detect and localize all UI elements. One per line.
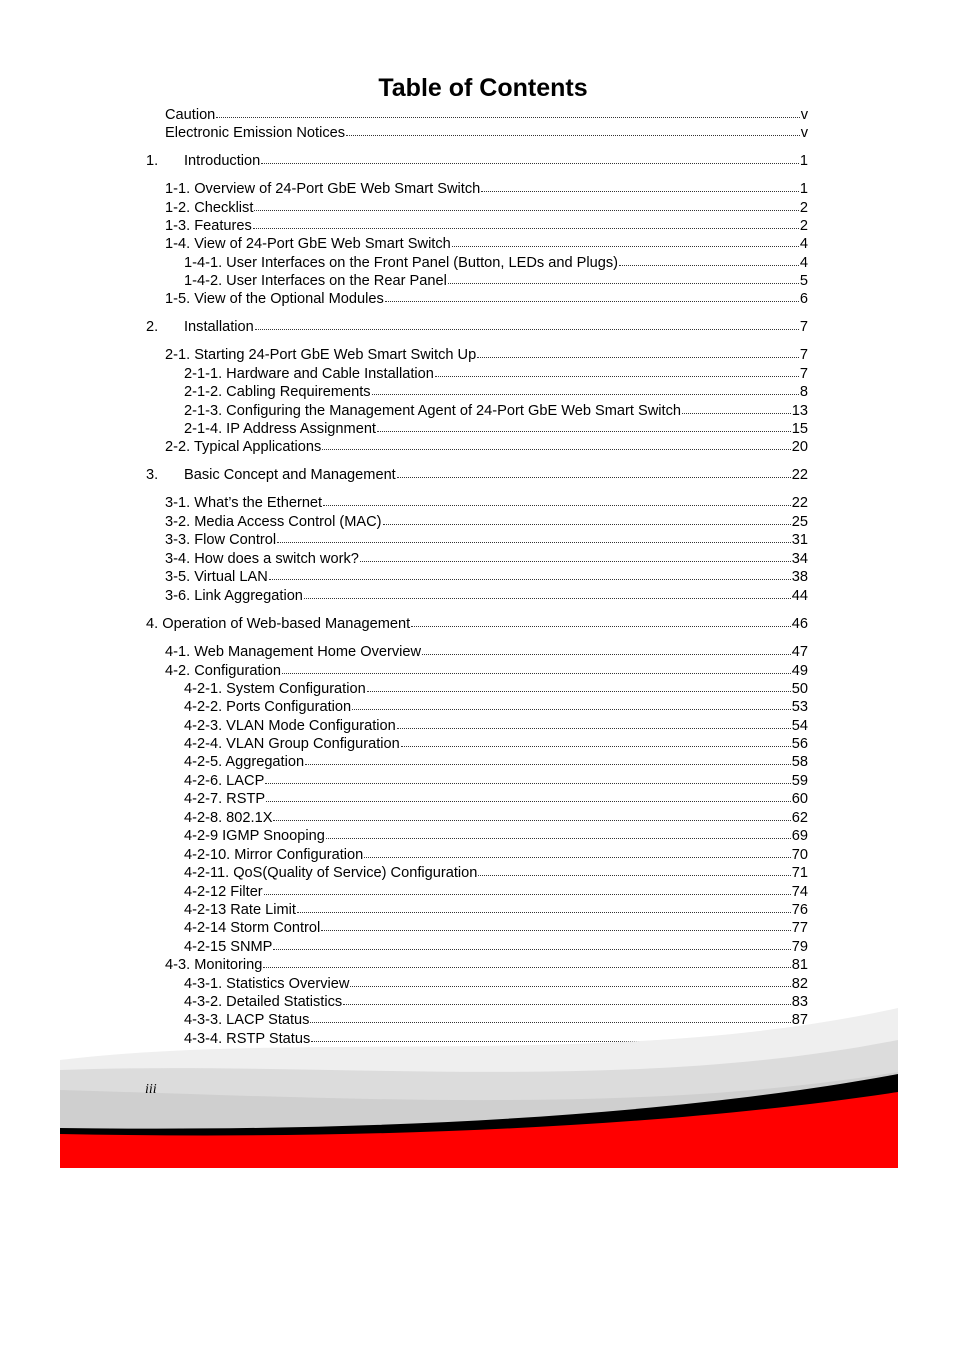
toc-entry[interactable] xyxy=(184,717,808,735)
toc-entry-title: 4-2-15 SNMP xyxy=(184,939,273,955)
toc-entry[interactable] xyxy=(146,466,808,484)
toc-entry-page: 5 xyxy=(799,273,808,289)
toc-entry-page: 1 xyxy=(799,181,808,197)
toc-entry-title: Basic Concept and Management xyxy=(184,467,396,483)
toc-entry[interactable] xyxy=(184,272,808,290)
toc-entry-title: 4-2-8. 802.1X xyxy=(184,810,273,826)
toc-entry-title: 4-2-4. VLAN Group Configuration xyxy=(184,736,400,752)
toc-entry[interactable] xyxy=(165,235,808,253)
toc-entry-title: 4. Operation of Web-based Management xyxy=(146,616,411,632)
toc-entry[interactable] xyxy=(165,346,808,364)
toc-entry[interactable] xyxy=(165,217,808,235)
toc-entry[interactable] xyxy=(146,615,808,633)
toc-entry-title: 4-2-9 IGMP Snooping xyxy=(184,828,325,844)
toc-entry-title: 4-2-11. QoS(Quality of Service) Configuration xyxy=(184,865,478,881)
toc-dot-leader xyxy=(255,317,799,330)
toc-dot-leader xyxy=(253,216,799,229)
toc-entry-page: 81 xyxy=(791,957,808,973)
toc-entry-title: 3-6. Link Aggregation xyxy=(165,588,303,604)
toc-entry-page: 54 xyxy=(791,718,808,734)
toc-entry-page: 60 xyxy=(791,791,808,807)
toc-entry-title: 2-1-2. Cabling Requirements xyxy=(184,384,371,400)
toc-entry-title: 1-5. View of the Optional Modules xyxy=(165,291,384,307)
toc-entry[interactable] xyxy=(184,846,808,864)
toc-entry[interactable] xyxy=(184,919,808,937)
toc-entry-title: 4-2-5. Aggregation xyxy=(184,754,305,770)
toc-entry-title: Installation xyxy=(184,319,254,335)
toc-entry-page: 62 xyxy=(791,810,808,826)
toc-entry-title: 4-2. Configuration xyxy=(165,663,282,679)
toc-entry-page: 13 xyxy=(791,403,808,419)
toc-entry-title: Introduction xyxy=(184,153,261,169)
toc-dot-leader xyxy=(326,826,791,839)
toc-entry[interactable] xyxy=(146,152,808,170)
toc-dot-leader xyxy=(397,465,791,478)
toc-entry-title: 4-2-2. Ports Configuration xyxy=(184,699,352,715)
toc-entry-title: 2-1-3. Configuring the Management Agent of 24-Port GbE Web Smart Switch xyxy=(184,403,681,419)
toc-entry-title: 2-1-1. Hardware and Cable Installation xyxy=(184,366,434,382)
toc-dot-leader xyxy=(277,530,791,543)
toc-dot-leader xyxy=(282,661,791,674)
toc-dot-leader xyxy=(397,716,791,729)
toc-entry-page: 56 xyxy=(791,736,808,752)
toc-entry[interactable] xyxy=(184,772,808,790)
toc-entry-page: 76 xyxy=(791,902,808,918)
toc-entry-title: 4-2-12 Filter xyxy=(184,884,263,900)
toc-entry[interactable] xyxy=(165,568,808,586)
toc-entry-page: 2 xyxy=(799,200,808,216)
toc-entry[interactable] xyxy=(165,956,808,974)
toc-dot-leader xyxy=(304,586,791,599)
toc-entry-title: 1-4. View of 24-Port GbE Web Smart Switch xyxy=(165,236,451,252)
toc-entry-title: Caution xyxy=(165,107,216,123)
toc-entry-page: 77 xyxy=(791,920,808,936)
toc-entry-title: 4-2-3. VLAN Mode Configuration xyxy=(184,718,396,734)
toc-entry-title: 3-3. Flow Control xyxy=(165,532,277,548)
toc-entry-page: 74 xyxy=(791,884,808,900)
toc-entry[interactable] xyxy=(184,864,808,882)
toc-entry-title: 3-5. Virtual LAN xyxy=(165,569,268,585)
toc-dot-leader xyxy=(265,771,790,784)
page-number: iii xyxy=(145,1082,157,1097)
toc-entry[interactable] xyxy=(165,550,808,568)
toc-dot-leader xyxy=(321,918,791,931)
toc-entry-page: 22 xyxy=(791,467,808,483)
toc-entry-page: 6 xyxy=(799,291,808,307)
toc-entry[interactable] xyxy=(165,124,808,142)
page-title: Table of Contents xyxy=(378,74,588,102)
toc-entry-title: 2-1-4. IP Address Assignment xyxy=(184,421,376,437)
toc-entry-page: 25 xyxy=(791,514,808,530)
toc-entry[interactable] xyxy=(184,402,808,420)
toc-dot-leader xyxy=(263,955,790,968)
toc-dot-leader xyxy=(350,974,790,987)
toc-dot-leader xyxy=(346,123,800,136)
toc-dot-leader xyxy=(323,493,791,506)
toc-entry[interactable] xyxy=(165,643,808,661)
toc-entry-page: 31 xyxy=(791,532,808,548)
toc-dot-leader xyxy=(360,549,791,562)
toc-dot-leader xyxy=(254,198,798,211)
toc-entry-page: 4 xyxy=(799,236,808,252)
toc-entry-page: 53 xyxy=(791,699,808,715)
toc-entry-title: 3-2. Media Access Control (MAC) xyxy=(165,514,382,530)
toc-dot-leader xyxy=(477,345,799,358)
toc-entry-title: Electronic Emission Notices xyxy=(165,125,346,141)
toc-entry-number: 3. xyxy=(146,467,159,483)
toc-dot-leader xyxy=(478,863,790,876)
toc-entry[interactable] xyxy=(165,290,808,308)
toc-entry-page: 1 xyxy=(799,153,808,169)
toc-entry[interactable] xyxy=(184,753,808,771)
toc-entry-page: 49 xyxy=(791,663,808,679)
toc-entry-title: 4-2-10. Mirror Configuration xyxy=(184,847,364,863)
toc-entry-page: 8 xyxy=(799,384,808,400)
toc-entry-page: 58 xyxy=(791,754,808,770)
toc-entry-title: 4-3. Monitoring xyxy=(165,957,263,973)
toc-entry-title: 4-2-7. RSTP xyxy=(184,791,266,807)
toc-dot-leader xyxy=(377,419,791,432)
toc-dot-leader xyxy=(322,437,790,450)
toc-entry[interactable] xyxy=(184,680,808,698)
toc-entry[interactable] xyxy=(184,383,808,401)
toc-entry-title: 4-3-1. Statistics Overview xyxy=(184,976,350,992)
toc-entry-page: v xyxy=(800,107,808,123)
toc-dot-leader xyxy=(273,937,790,950)
toc-entry[interactable] xyxy=(165,199,808,217)
toc-entry-page: 44 xyxy=(791,588,808,604)
toc-entry[interactable] xyxy=(184,735,808,753)
toc-dot-leader xyxy=(411,614,791,627)
toc-entry-title: 1-1. Overview of 24-Port GbE Web Smart Switch xyxy=(165,181,481,197)
toc-entry-page: 38 xyxy=(791,569,808,585)
toc-entry[interactable] xyxy=(184,901,808,919)
toc-dot-leader xyxy=(266,789,791,802)
toc-entry-page: 4 xyxy=(799,255,808,271)
toc-entry-page: 46 xyxy=(791,616,808,632)
toc-dot-leader xyxy=(383,512,791,525)
toc-dot-leader xyxy=(422,642,791,655)
toc-dot-leader xyxy=(367,679,791,692)
toc-entry-title: 1-3. Features xyxy=(165,218,252,234)
toc-dot-leader xyxy=(619,253,799,266)
toc-entry-page: 20 xyxy=(791,439,808,455)
toc-entry-title: 1-2. Checklist xyxy=(165,200,254,216)
toc-dot-leader xyxy=(352,697,791,710)
toc-entry-title: 4-1. Web Management Home Overview xyxy=(165,644,422,660)
toc-entry[interactable] xyxy=(165,531,808,549)
toc-entry-title: 4-2-1. System Configuration xyxy=(184,681,366,697)
toc-entry-title: 4-2-13 Rate Limit xyxy=(184,902,296,918)
toc-entry-title: 1-4-1. User Interfaces on the Front Panel (Button, LEDs and Plugs) xyxy=(184,255,618,271)
toc-dot-leader xyxy=(481,179,799,192)
toc-entry-page: 7 xyxy=(799,347,808,363)
toc-entry-number: 1. xyxy=(146,153,159,169)
toc-entry-title: 2-2. Typical Applications xyxy=(165,439,322,455)
toc-entry[interactable] xyxy=(184,938,808,956)
toc-entry-title: 4-3-2. Detailed Statistics xyxy=(184,994,343,1010)
toc-entry-page: 70 xyxy=(791,847,808,863)
toc-dot-leader xyxy=(452,234,799,247)
toc-dot-leader xyxy=(273,808,790,821)
footer-swoosh-decoration xyxy=(60,1000,898,1168)
toc-entry-page: 7 xyxy=(799,319,808,335)
toc-entry-page: 15 xyxy=(791,421,808,437)
toc-entry-page: 69 xyxy=(791,828,808,844)
toc-entry-title: 4-2-6. LACP xyxy=(184,773,265,789)
toc-entry-page: 79 xyxy=(791,939,808,955)
toc-entry-page: 47 xyxy=(791,644,808,660)
toc-entry-page: 87 xyxy=(791,1012,808,1028)
toc-dot-leader xyxy=(269,567,791,580)
toc-entry-page: 7 xyxy=(799,366,808,382)
toc-entry[interactable] xyxy=(165,587,808,605)
toc-entry-title: 4-3-4. RSTP Status xyxy=(184,1031,311,1047)
toc-dot-leader xyxy=(435,364,799,377)
toc-entry[interactable] xyxy=(184,827,808,845)
toc-entry[interactable] xyxy=(165,494,808,512)
toc-entry[interactable] xyxy=(165,513,808,531)
toc-dot-leader xyxy=(297,900,791,913)
toc-dot-leader xyxy=(385,289,799,302)
toc-dot-leader xyxy=(372,382,799,395)
toc-entry[interactable] xyxy=(146,318,808,336)
toc-entry[interactable] xyxy=(165,662,808,680)
toc-entry[interactable] xyxy=(165,438,808,456)
toc-entry-page: 50 xyxy=(791,681,808,697)
toc-entry[interactable] xyxy=(184,698,808,716)
toc-entry-page: v xyxy=(800,125,808,141)
toc-entry-title: 3-1. What’s the Ethernet xyxy=(165,495,323,511)
toc-entry-page: 34 xyxy=(791,551,808,567)
toc-dot-leader xyxy=(364,845,791,858)
toc-entry[interactable] xyxy=(165,106,808,124)
toc-entry[interactable] xyxy=(184,790,808,808)
toc-entry-page: 83 xyxy=(791,994,808,1010)
toc-dot-leader xyxy=(682,401,791,414)
toc-entry-title: 2-1. Starting 24-Port GbE Web Smart Switch Up xyxy=(165,347,477,363)
toc-entry-page: 59 xyxy=(791,773,808,789)
toc-entry-title: 4-2-14 Storm Control xyxy=(184,920,321,936)
toc-dot-leader xyxy=(401,734,791,747)
toc-entry[interactable] xyxy=(184,883,808,901)
toc-entry-number: 2. xyxy=(146,319,159,335)
toc-dot-leader xyxy=(216,105,799,118)
toc-entry[interactable] xyxy=(184,975,808,993)
toc-entry-title: 3-4. How does a switch work? xyxy=(165,551,359,567)
toc-entry-page: 71 xyxy=(791,865,808,881)
toc-entry-page: 22 xyxy=(791,495,808,511)
toc-entry[interactable] xyxy=(184,254,808,272)
toc-entry-page: 82 xyxy=(791,976,808,992)
toc-entry-title: 4-3-3. LACP Status xyxy=(184,1012,310,1028)
toc-entry[interactable] xyxy=(184,809,808,827)
toc-dot-leader xyxy=(305,752,791,765)
toc-entry-page: 2 xyxy=(799,218,808,234)
toc-entry[interactable] xyxy=(184,420,808,438)
toc-dot-leader xyxy=(448,271,799,284)
toc-entry[interactable] xyxy=(184,365,808,383)
toc-dot-leader xyxy=(261,151,799,164)
toc-dot-leader xyxy=(264,882,791,895)
toc-entry-title: 1-4-2. User Interfaces on the Rear Panel xyxy=(184,273,447,289)
toc-entry[interactable] xyxy=(165,180,808,198)
